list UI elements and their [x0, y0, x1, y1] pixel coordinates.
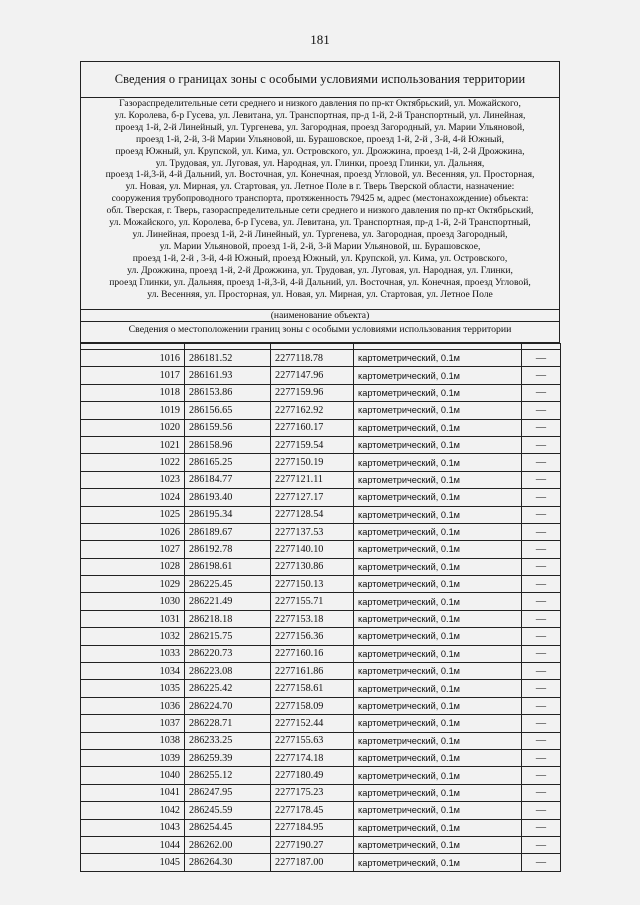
- description-cell: —: [522, 523, 561, 540]
- coordinates-table: [80, 343, 561, 872]
- description-line: сооружения трубопроводного транспорта, протяженность 79425 м, адрес (местонахождение) объекта:: [111, 193, 529, 205]
- point-number-cell: 1027: [81, 541, 185, 558]
- y-coordinate-cell: 2277160.16: [271, 645, 354, 662]
- point-number-cell: 1041: [81, 784, 185, 801]
- description-line: проезд 1-й, 2-й Линейный, ул. Тургенева, ул. Загородная, проезд Загородный, ул. Марии Ульяновой,: [115, 121, 525, 133]
- table-row: [81, 384, 561, 401]
- table-row: [81, 767, 561, 784]
- y-coordinate-cell: 2277153.18: [271, 610, 354, 627]
- description-line: ул. Весенняя, ул. Просторная, ул. Новая, ул. Мирная, ул. Стартовая, ул. Летное Поле: [147, 288, 493, 300]
- x-coordinate-cell: 286193.40: [185, 489, 271, 506]
- description-line: ул. Королева, б-р Гусева, ул. Левитана, ул. Транспортная, пр-д 1-й, 2-й Транспортный, ул. Линейная,: [114, 109, 526, 121]
- method-cell: картометрический, 0.1м: [354, 854, 522, 871]
- table-row: [81, 802, 561, 819]
- table-row: [81, 836, 561, 853]
- point-number-cell: 1030: [81, 593, 185, 610]
- description-cell: —: [522, 576, 561, 593]
- x-coordinate-cell: 286264.30: [185, 854, 271, 871]
- method-cell: картометрический, 0.1м: [354, 454, 522, 471]
- x-coordinate-cell: 286198.61: [185, 558, 271, 575]
- point-number-cell: 1037: [81, 715, 185, 732]
- point-number-cell: 1034: [81, 663, 185, 680]
- x-coordinate-cell: 286254.45: [185, 819, 271, 836]
- y-coordinate-cell: 2277160.17: [271, 419, 354, 436]
- description-cell: —: [522, 610, 561, 627]
- description-cell: —: [522, 628, 561, 645]
- x-coordinate-cell: 286218.18: [185, 610, 271, 627]
- description-line: ул. Марии Ульяновой, проезд 1-й, 2-й, 3-й Марии Ульяновой, ш. Бурашовское,: [159, 240, 481, 252]
- point-number-cell: 1018: [81, 384, 185, 401]
- table-row: [81, 489, 561, 506]
- method-cell: картометрический, 0.1м: [354, 836, 522, 853]
- description-cell: —: [522, 558, 561, 575]
- x-coordinate-cell: 286215.75: [185, 628, 271, 645]
- point-number-cell: 1023: [81, 471, 185, 488]
- description-cell: —: [522, 732, 561, 749]
- description-line: ул. Трудовая, ул. Луговая, ул. Народная, ул. Глинки, проезд Глинки, ул. Дальняя,: [155, 157, 485, 169]
- x-coordinate-cell: 286159.56: [185, 419, 271, 436]
- table-row: [81, 402, 561, 419]
- object-name-label: (наименование объекта): [81, 310, 559, 322]
- table-row: [81, 471, 561, 488]
- x-coordinate-cell: 286262.00: [185, 836, 271, 853]
- description-cell: —: [522, 402, 561, 419]
- method-cell: картометрический, 0.1м: [354, 436, 522, 453]
- x-coordinate-cell: 286221.49: [185, 593, 271, 610]
- description-cell: —: [522, 350, 561, 367]
- point-number-cell: 1028: [81, 558, 185, 575]
- method-cell: картометрический, 0.1м: [354, 419, 522, 436]
- x-coordinate-cell: 286158.96: [185, 436, 271, 453]
- method-cell: картометрический, 0.1м: [354, 802, 522, 819]
- x-coordinate-cell: 286225.42: [185, 680, 271, 697]
- description-line: проезд Глинки, ул. Дальняя, проезд 1-й,3-й, 4-й Дальний, ул. Восточная, ул. Конечная, проезд Угловой,: [109, 276, 531, 288]
- table-row: [81, 645, 561, 662]
- x-coordinate-cell: 286223.08: [185, 663, 271, 680]
- y-coordinate-cell: 2277180.49: [271, 767, 354, 784]
- method-cell: картометрический, 0.1м: [354, 350, 522, 367]
- x-coordinate-cell: 286259.39: [185, 749, 271, 766]
- description-line: Газораспределительные сети среднего и низкого давления по пр-кт Октябрьский, ул. Можайского,: [119, 98, 521, 109]
- table-row: [81, 732, 561, 749]
- method-cell: картометрический, 0.1м: [354, 541, 522, 558]
- table-row: [81, 436, 561, 453]
- y-coordinate-cell: 2277174.18: [271, 749, 354, 766]
- method-cell: картометрический, 0.1м: [354, 576, 522, 593]
- description-cell: —: [522, 819, 561, 836]
- description-cell: —: [522, 767, 561, 784]
- description-cell: —: [522, 436, 561, 453]
- description-cell: —: [522, 749, 561, 766]
- document-title: Сведения о границах зоны с особыми условиями использования территории: [81, 62, 559, 98]
- point-number-cell: 1042: [81, 802, 185, 819]
- table-row: [81, 819, 561, 836]
- description-line: проезд Южный, ул. Крупской, ул. Кима, ул. Островского, ул. Дрожжина, проезд 1-й, 2-й Дрожжина,: [115, 145, 525, 157]
- y-coordinate-cell: 2277178.45: [271, 802, 354, 819]
- point-number-cell: 1043: [81, 819, 185, 836]
- description-cell: —: [522, 715, 561, 732]
- method-cell: картометрический, 0.1м: [354, 784, 522, 801]
- point-number-cell: 1032: [81, 628, 185, 645]
- y-coordinate-cell: 2277152.44: [271, 715, 354, 732]
- description-cell: —: [522, 506, 561, 523]
- x-coordinate-cell: 286245.59: [185, 802, 271, 819]
- x-coordinate-cell: 286225.45: [185, 576, 271, 593]
- y-coordinate-cell: 2277190.27: [271, 836, 354, 853]
- description-cell: —: [522, 854, 561, 871]
- table-row: [81, 610, 561, 627]
- method-cell: картометрический, 0.1м: [354, 767, 522, 784]
- point-number-cell: 1045: [81, 854, 185, 871]
- description-line: ул. Можайского, ул. Королева, б-р Гусева, ул. Левитана, ул. Транспортная, пр-д 1-й, 2-й Транспортный,: [109, 217, 531, 229]
- y-coordinate-cell: 2277118.78: [271, 350, 354, 367]
- x-coordinate-cell: 286156.65: [185, 402, 271, 419]
- table-row: [81, 367, 561, 384]
- point-number-cell: 1025: [81, 506, 185, 523]
- table-row: [81, 419, 561, 436]
- location-section-title: Сведения о местоположении границ зоны с особыми условиями использования территории: [128, 324, 512, 335]
- x-coordinate-cell: 286247.95: [185, 784, 271, 801]
- x-coordinate-cell: 286165.25: [185, 454, 271, 471]
- page-number: 181: [310, 32, 330, 47]
- y-coordinate-cell: 2277159.96: [271, 384, 354, 401]
- y-coordinate-cell: 2277150.19: [271, 454, 354, 471]
- description-cell: —: [522, 367, 561, 384]
- description-cell: —: [522, 593, 561, 610]
- point-number-cell: 1016: [81, 350, 185, 367]
- point-number-cell: 1033: [81, 645, 185, 662]
- description-cell: —: [522, 471, 561, 488]
- table-row: [81, 663, 561, 680]
- point-number-cell: 1036: [81, 697, 185, 714]
- point-number-cell: 1021: [81, 436, 185, 453]
- y-coordinate-cell: 2277150.13: [271, 576, 354, 593]
- table-row: [81, 541, 561, 558]
- method-cell: картометрический, 0.1м: [354, 819, 522, 836]
- description-cell: —: [522, 802, 561, 819]
- method-cell: картометрический, 0.1м: [354, 558, 522, 575]
- x-coordinate-cell: 286184.77: [185, 471, 271, 488]
- table-row: [81, 523, 561, 540]
- description-cell: —: [522, 697, 561, 714]
- method-cell: картометрический, 0.1м: [354, 645, 522, 662]
- point-number-cell: 1031: [81, 610, 185, 627]
- y-coordinate-cell: 2277175.23: [271, 784, 354, 801]
- method-cell: картометрический, 0.1м: [354, 715, 522, 732]
- description-line: ул. Дрожжина, проезд 1-й, 2-й Дрожжина, ул. Трудовая, ул. Луговая, ул. Народная, ул. Глинки,: [127, 264, 513, 276]
- method-cell: картометрический, 0.1м: [354, 732, 522, 749]
- table-row: [81, 697, 561, 714]
- object-description: [81, 97, 559, 310]
- point-number-cell: 1019: [81, 402, 185, 419]
- description-cell: —: [522, 489, 561, 506]
- y-coordinate-cell: 2277137.53: [271, 523, 354, 540]
- method-cell: картометрический, 0.1м: [354, 471, 522, 488]
- point-number-cell: 1040: [81, 767, 185, 784]
- description-line: проезд 1-й, 2-й, 3-й Марии Ульяновой, ш. Бурашовское, проезд 1-й, 2-й , 3-й, 4-й Южный,: [135, 133, 505, 145]
- table-row: [81, 784, 561, 801]
- x-coordinate-cell: 286255.12: [185, 767, 271, 784]
- table-row: [81, 680, 561, 697]
- point-number-cell: 1017: [81, 367, 185, 384]
- table-row: [81, 454, 561, 471]
- y-coordinate-cell: 2277187.00: [271, 854, 354, 871]
- method-cell: картометрический, 0.1м: [354, 506, 522, 523]
- point-number-cell: 1022: [81, 454, 185, 471]
- method-cell: картометрический, 0.1м: [354, 523, 522, 540]
- description-line: ул. Новая, ул. Мирная, ул. Стартовая, ул. Летное Поле в г. Тверь Тверской области, назначение:: [125, 181, 515, 193]
- y-coordinate-cell: 2277140.10: [271, 541, 354, 558]
- y-coordinate-cell: 2277159.54: [271, 436, 354, 453]
- description-cell: —: [522, 384, 561, 401]
- x-coordinate-cell: 286228.71: [185, 715, 271, 732]
- y-coordinate-cell: 2277156.36: [271, 628, 354, 645]
- y-coordinate-cell: 2277184.95: [271, 819, 354, 836]
- description-cell: —: [522, 454, 561, 471]
- method-cell: картометрический, 0.1м: [354, 697, 522, 714]
- y-coordinate-cell: 2277161.86: [271, 663, 354, 680]
- y-coordinate-cell: 2277127.17: [271, 489, 354, 506]
- description-cell: —: [522, 784, 561, 801]
- y-coordinate-cell: 2277121.11: [271, 471, 354, 488]
- method-cell: картометрический, 0.1м: [354, 593, 522, 610]
- method-cell: картометрический, 0.1м: [354, 489, 522, 506]
- x-coordinate-cell: 286189.67: [185, 523, 271, 540]
- table-row: [81, 350, 561, 367]
- zone-header-block: [80, 61, 560, 343]
- y-coordinate-cell: 2277158.61: [271, 680, 354, 697]
- x-coordinate-cell: 286233.25: [185, 732, 271, 749]
- description-line: обл. Тверская, г. Тверь, газораспределительные сети среднего и низкого давления по пр-кт Октябрьский,: [106, 205, 534, 217]
- method-cell: картометрический, 0.1м: [354, 610, 522, 627]
- y-coordinate-cell: 2277130.86: [271, 558, 354, 575]
- description-cell: —: [522, 645, 561, 662]
- method-cell: картометрический, 0.1м: [354, 628, 522, 645]
- description-line: проезд 1-й, 2-й , 3-й, 4-й Южный, проезд Южный, ул. Крупской, ул. Кима, ул. Островского,: [132, 252, 508, 264]
- description-cell: —: [522, 663, 561, 680]
- method-cell: картометрический, 0.1м: [354, 367, 522, 384]
- description-cell: —: [522, 680, 561, 697]
- y-coordinate-cell: 2277155.71: [271, 593, 354, 610]
- description-cell: —: [522, 419, 561, 436]
- point-number-cell: 1039: [81, 749, 185, 766]
- table-row: [81, 593, 561, 610]
- table-row: [81, 749, 561, 766]
- method-cell: картометрический, 0.1м: [354, 384, 522, 401]
- x-coordinate-cell: 286181.52: [185, 350, 271, 367]
- x-coordinate-cell: 286224.70: [185, 697, 271, 714]
- point-number-cell: 1029: [81, 576, 185, 593]
- method-cell: картометрический, 0.1м: [354, 402, 522, 419]
- x-coordinate-cell: 286153.86: [185, 384, 271, 401]
- point-number-cell: 1026: [81, 523, 185, 540]
- point-number-cell: 1020: [81, 419, 185, 436]
- method-cell: картометрический, 0.1м: [354, 663, 522, 680]
- point-number-cell: 1024: [81, 489, 185, 506]
- table-row: [81, 576, 561, 593]
- point-number-cell: 1044: [81, 836, 185, 853]
- x-coordinate-cell: 286192.78: [185, 541, 271, 558]
- table-row: [81, 854, 561, 871]
- x-coordinate-cell: 286220.73: [185, 645, 271, 662]
- table-row: [81, 558, 561, 575]
- y-coordinate-cell: 2277128.54: [271, 506, 354, 523]
- table-row: [81, 628, 561, 645]
- y-coordinate-cell: 2277147.96: [271, 367, 354, 384]
- description-cell: —: [522, 541, 561, 558]
- y-coordinate-cell: 2277155.63: [271, 732, 354, 749]
- method-cell: картометрический, 0.1м: [354, 680, 522, 697]
- description-cell: —: [522, 836, 561, 853]
- point-number-cell: 1035: [81, 680, 185, 697]
- y-coordinate-cell: 2277162.92: [271, 402, 354, 419]
- description-line: ул. Линейная, проезд 1-й, 2-й Линейный, ул. Тургенева, ул. Загородная, проезд Загородный,: [132, 228, 508, 240]
- description-line: проезд 1-й,3-й, 4-й Дальний, ул. Восточная, ул. Конечная, проезд Угловой, ул. Весенняя, ул. Просторная,: [105, 169, 535, 181]
- point-number-cell: 1038: [81, 732, 185, 749]
- table-row: [81, 715, 561, 732]
- table-row: [81, 506, 561, 523]
- x-coordinate-cell: 286195.34: [185, 506, 271, 523]
- method-cell: картометрический, 0.1м: [354, 749, 522, 766]
- y-coordinate-cell: 2277158.09: [271, 697, 354, 714]
- x-coordinate-cell: 286161.93: [185, 367, 271, 384]
